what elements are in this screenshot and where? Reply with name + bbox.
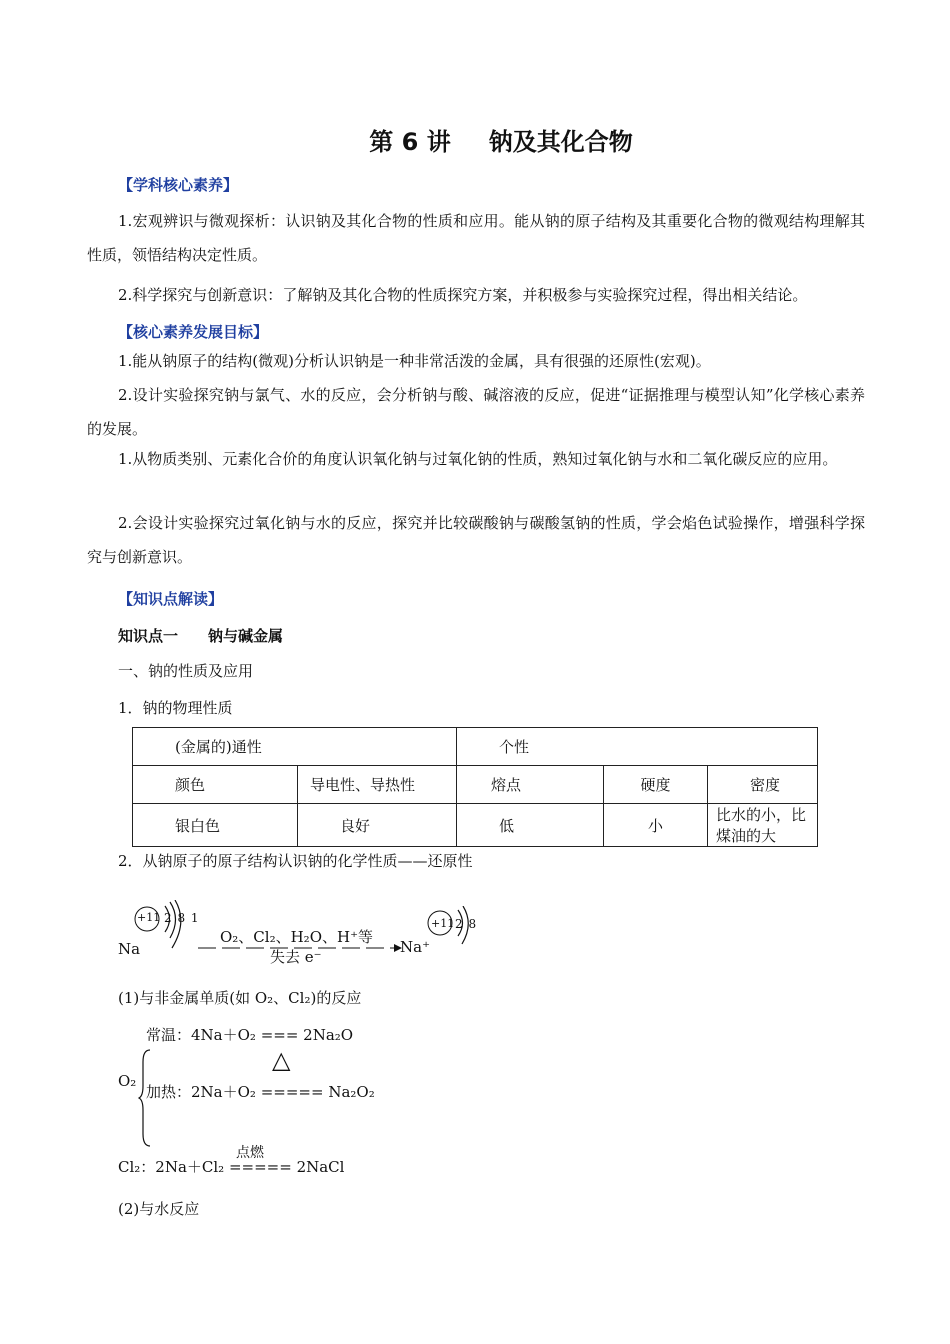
normal-temp-label: 常温： bbox=[146, 1026, 192, 1044]
core-paragraph-2: 2.科学探究与创新意识：了解钠及其化合物的性质探究方案，并积极参与实验探究过程，得出相关结论。 bbox=[118, 286, 808, 304]
subsection-sodium-properties: 一、钠的性质及应用 bbox=[118, 662, 254, 680]
table-cell: 密度 bbox=[708, 766, 818, 804]
kp-name: 钠与碱金属 bbox=[208, 627, 284, 645]
reaction-chlorine bbox=[118, 1150, 344, 1184]
sodium-symbol: Na bbox=[118, 940, 141, 958]
normal-temp-equation: 4Na＋O₂ === 2Na₂O bbox=[191, 1026, 354, 1044]
table-cell: 硬度 bbox=[604, 766, 708, 804]
goal-paragraph-2: 2.设计实验探究钠与氯气、水的反应，会分析钠与酸、碱溶液的反应，促进“证据推理与模型认知”化学核心素养的发展。 bbox=[87, 386, 865, 438]
ion-nucleus-charge: +11 bbox=[431, 917, 455, 930]
heating-equation: 2Na＋O₂ ===== Na₂O₂ bbox=[191, 1083, 375, 1101]
subsection-chemical-properties: 2．从钠原子的原子结构认识钠的化学性质——还原性 bbox=[118, 852, 473, 870]
table-cell: 良好 bbox=[298, 804, 457, 847]
table-cell: 小 bbox=[604, 804, 708, 847]
reaction-water-heading: (2)与水反应 bbox=[118, 1200, 200, 1218]
table-cell: 比水的小，比煤油的大 bbox=[708, 804, 818, 847]
electron-config: 2 8 1 bbox=[164, 911, 200, 925]
title-lecture: 第 6 讲 bbox=[369, 128, 451, 156]
title-topic: 钠及其化合物 bbox=[488, 128, 633, 156]
reaction-arrow bbox=[198, 942, 403, 954]
reaction-nonmetal-heading: (1)与非金属单质(如 O₂、Cl₂)的反应 bbox=[118, 989, 362, 1007]
table-cell: 银白色 bbox=[133, 804, 298, 847]
table-cell: 熔点 bbox=[457, 766, 604, 804]
reaction-heating bbox=[146, 1075, 375, 1109]
table-cell: 颜色 bbox=[133, 766, 298, 804]
ion-electron-config: 2 8 bbox=[455, 917, 478, 931]
goal-paragraph-3: 1.从物质类别、元素化合价的角度认识氧化钠与过氧化钠的性质，熟知过氧化钠与水和二氧化碳反应的应用。 bbox=[118, 450, 838, 468]
sodium-ion: Na⁺ bbox=[400, 938, 430, 956]
heating-label: 加热： bbox=[146, 1083, 192, 1101]
sodium-atom-structure bbox=[132, 900, 192, 952]
heat-triangle-icon: △ bbox=[272, 1046, 291, 1074]
ignite-condition: 点燃 bbox=[236, 1145, 264, 1161]
table-cell: 导电性、导热性 bbox=[298, 766, 457, 804]
chlorine-equation: 2Na＋Cl₂ ===== 2NaCl bbox=[155, 1158, 345, 1176]
knowledge-point-1 bbox=[118, 625, 283, 646]
table-row bbox=[133, 766, 818, 804]
nucleus-charge: +11 bbox=[137, 911, 161, 924]
table-row bbox=[133, 728, 818, 766]
table-cell: 低 bbox=[457, 804, 604, 847]
condition-lose-electron: 失去 e⁻ bbox=[270, 948, 322, 966]
table-header-individual: 个性 bbox=[457, 728, 818, 766]
table-header-common: (金属的)通性 bbox=[133, 728, 457, 766]
goal-paragraph-1: 1.能从钠原子的结构(微观)分析认识钠是一种非常活泼的金属，具有很强的还原性(宏观)。 bbox=[118, 352, 711, 370]
reaction-normal-temp bbox=[146, 1018, 353, 1052]
physical-properties-table bbox=[132, 727, 818, 847]
subsection-physical-properties: 1．钠的物理性质 bbox=[118, 699, 233, 717]
goal-paragraph-4: 2.会设计实验探究过氧化钠与水的反应，探究并比较碳酸钠与碳酸氢钠的性质，学会焰色试验操作，增强科学探究与创新意识。 bbox=[87, 514, 865, 566]
condition-reactants: O₂、Cl₂、H₂O、H⁺等 bbox=[220, 928, 373, 946]
core-paragraph-1: 1.宏观辨识与微观探析：认识钠及其化合物的性质和应用。能从钠的原子结构及其重要化合物的微观结构理解其性质，领悟结构决定性质。 bbox=[87, 212, 865, 264]
section-core-literacy: 【学科核心素养】 bbox=[118, 176, 239, 194]
chlorine-label: Cl₂： bbox=[118, 1158, 156, 1176]
page-title bbox=[0, 122, 950, 157]
o2-label: O₂ bbox=[118, 1072, 137, 1090]
kp-label: 知识点一 bbox=[118, 627, 179, 645]
table-row bbox=[133, 804, 818, 847]
section-knowledge: 【知识点解读】 bbox=[118, 590, 224, 608]
section-development-goals: 【核心素养发展目标】 bbox=[118, 323, 269, 341]
